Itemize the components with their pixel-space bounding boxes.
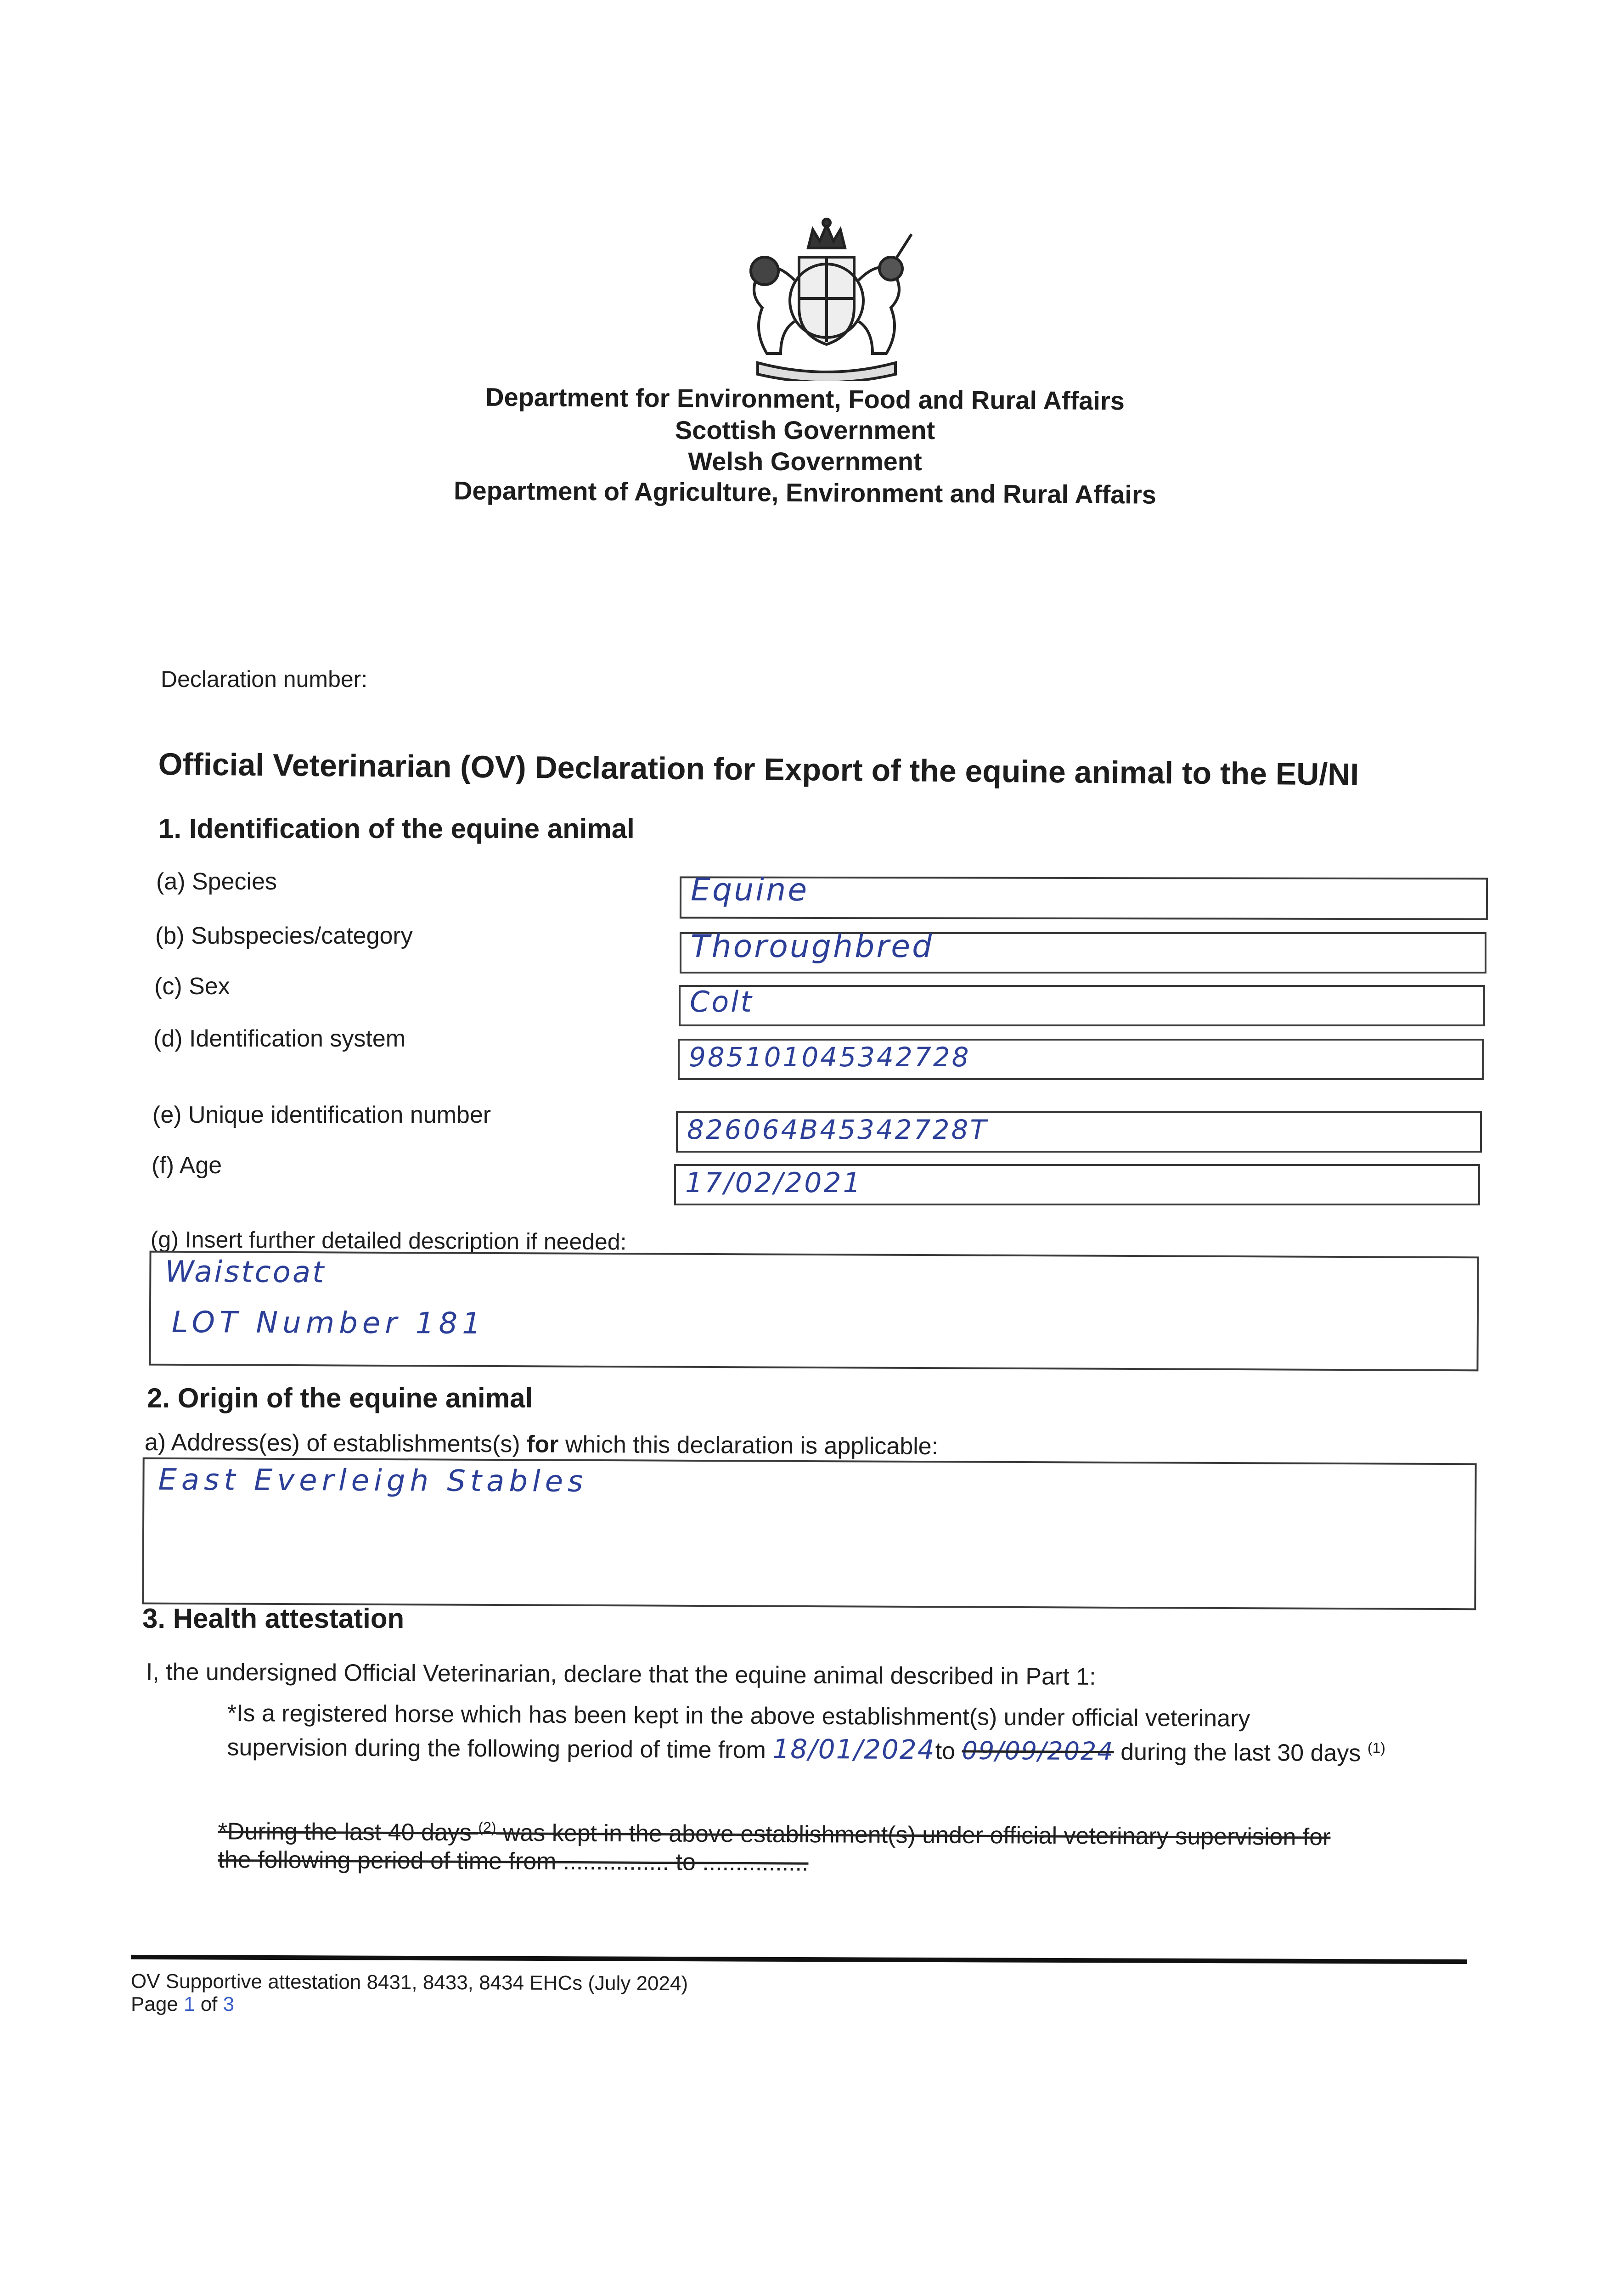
kept-to-date: 09/09/2024	[962, 1736, 1114, 1766]
attestation-item-2-line-1: *During the last 40 days $^{(2)}$ was kept in the above establishment(s) under official veterinary supervision for	[218, 1818, 1331, 1851]
attestation-item-2-struck	[218, 1812, 1330, 1880]
further-description-label: (g) Insert further detailed description if needed:	[150, 1227, 627, 1255]
field-label-identification-system: (d) Identification system	[153, 1025, 406, 1052]
field-box-identification-system[interactable]	[678, 1039, 1484, 1080]
total-pages: 3	[223, 1993, 235, 2015]
current-page: 1	[183, 1993, 195, 2015]
field-value-identification-system: 985101045342728	[689, 1041, 971, 1073]
field-box-unique-id[interactable]	[676, 1111, 1482, 1153]
address-label	[145, 1428, 939, 1461]
footnote-ref-2: (2)	[478, 1818, 496, 1836]
footer-attestation-ref: OV Supportive attestation 8431, 8433, 8434 EHCs (July 2024)	[130, 1970, 688, 1995]
field-value-age: 17/02/2021	[685, 1167, 862, 1199]
field-box-sex[interactable]	[679, 985, 1485, 1026]
kept-from-date: 18/01/2024	[772, 1733, 935, 1766]
field-label-age: (f) Age	[152, 1152, 222, 1179]
further-description-box[interactable]	[149, 1251, 1479, 1372]
further-description-line-1: Waistcoat	[165, 1255, 326, 1290]
field-label-unique-id: (e) Unique identification number	[152, 1102, 491, 1128]
field-value-subspecies: Thoroughbred	[691, 929, 934, 965]
field-label-species: (a) Species	[156, 868, 277, 895]
issuer-line-scottish-government: Scottish Government	[675, 416, 935, 445]
attestation-item-1-line-1: *Is a registered horse which has been kept in the above establishment(s) under official veterinary	[227, 1700, 1250, 1732]
footnote-ref-1: (1)	[1367, 1739, 1386, 1756]
footer-rule	[131, 1955, 1467, 1964]
field-value-sex: Colt	[690, 985, 754, 1019]
section1-heading: 1. Identification of the equine animal	[158, 813, 635, 844]
address-label-post: which this declaration is applicable:	[558, 1431, 939, 1460]
footer-page-number: Page 1 of 3	[131, 1993, 235, 2015]
attestation-item-1	[227, 1699, 1385, 1768]
section2-heading: 2. Origin of the equine animal	[147, 1383, 533, 1413]
issuer-line-defra: Department for Environment, Food and Rural Affairs	[485, 382, 1125, 416]
field-box-age[interactable]	[674, 1164, 1480, 1205]
field-box-subspecies[interactable]	[680, 929, 1486, 974]
attestation-item-1-line-2: supervision during the following period of time from 18/01/2024to 09/09/2024 during the last 30 days $^{(1)}$	[227, 1733, 1386, 1767]
further-description-line-2: LOT Number 181	[171, 1305, 486, 1341]
field-value-unique-id: 826064B45342728T	[687, 1114, 988, 1145]
declaration-number-label: Declaration number:	[161, 666, 368, 692]
address-box[interactable]	[142, 1458, 1476, 1610]
field-value-species: Equine	[690, 872, 809, 908]
section3-heading: 3. Health attestation	[142, 1603, 405, 1634]
address-value: East Everleigh Stables	[158, 1463, 588, 1499]
address-label-pre: a) Address(es) of establishments(s)	[144, 1429, 527, 1458]
royal-crest	[730, 216, 923, 381]
field-box-species[interactable]	[680, 872, 1488, 920]
field-label-sex: (c) Sex	[154, 973, 230, 1000]
field-label-subspecies: (b) Subspecies/category	[155, 923, 413, 949]
attestation-intro: I, the undersigned Official Veterinarian, declare that the equine animal described in Part 1:	[146, 1659, 1096, 1690]
issuer-line-welsh-government: Welsh Government	[688, 447, 922, 476]
address-label-bold: for	[526, 1431, 559, 1458]
document-title: Official Veterinarian (OV) Declaration for Export of the equine animal to the EU/NI	[158, 747, 1359, 792]
issuer-line-daera: Department of Agriculture, Environment and Rural Affairs	[453, 476, 1157, 509]
attestation-item-2-line-2: the following period of time from ................ to ................	[218, 1846, 809, 1877]
